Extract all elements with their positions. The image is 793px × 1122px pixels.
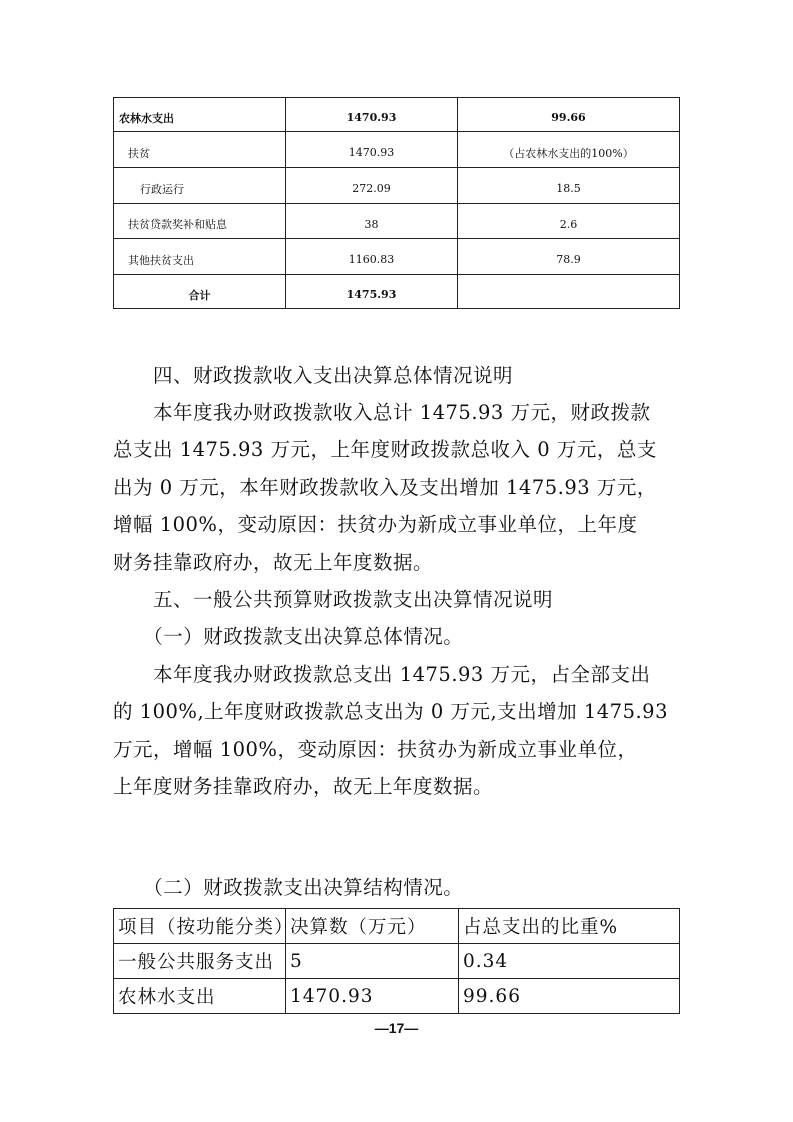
subsection-heading: （二）财政拨款支出决算结构情况。 (113, 876, 464, 899)
item-name: 行政运行 (114, 168, 286, 204)
item-share: 2.6 (458, 204, 680, 239)
item-name: 一般公共服务支出 (114, 944, 286, 979)
table-row (114, 168, 680, 204)
paragraph-line: 本年度我办财政拨款收入总计 1475.93 万元，财政拨款 (113, 401, 651, 424)
page-number: —17— (374, 1020, 419, 1036)
item-amount: 1160.83 (286, 239, 458, 275)
table-row (114, 239, 680, 275)
paragraph-line: 财务挂靠政府办，故无上年度数据。 (113, 551, 434, 574)
paragraph-line: 万元，增幅 100%，变动原因：扶贫办为新成立事业单位， (113, 738, 638, 761)
item-amount: 1470.93 (286, 98, 458, 132)
header-cell: 决算数（万元） (286, 909, 459, 944)
table-row (114, 98, 680, 132)
item-share: 99.66 (458, 98, 680, 132)
section-heading: 四、财政拨款收入支出决算总体情况说明 (113, 364, 514, 387)
item-name: 扶贫贷款奖补和贴息 (114, 204, 286, 239)
paragraph-line: 本年度我办财政拨款总支出 1475.93 万元，占全部支出 (113, 663, 651, 686)
table-row-total (114, 275, 680, 309)
paragraph-line: 总支出 1475.93 万元，上年度财政拨款总收入 0 万元，总支 (113, 438, 657, 461)
table-header-row (114, 909, 680, 944)
item-amount: 1475.93 (286, 275, 458, 309)
expenditure-structure-table (113, 908, 680, 1014)
paragraph-line: 上年度财务挂靠政府办，故无上年度数据。 (113, 775, 494, 798)
item-amount: 38 (286, 204, 458, 239)
header-cell: 占总支出的比重% (459, 909, 680, 944)
item-share: 0.34 (459, 944, 680, 979)
expenditure-detail-table (113, 97, 680, 309)
item-amount: 1470.93 (286, 979, 459, 1014)
item-share (458, 275, 680, 309)
paragraph-line: 出为 0 万元，本年财政拨款收入及支出增加 1475.93 万元， (113, 476, 657, 499)
item-amount: 1470.93 (286, 132, 458, 168)
item-share: 18.5 (458, 168, 680, 204)
item-name: 扶贫 (114, 132, 286, 168)
table-row (114, 204, 680, 239)
item-share: 99.66 (459, 979, 680, 1014)
item-share: （占农林水支出的100%） (458, 132, 680, 168)
section-heading: 五、一般公共预算财政拨款支出决算情况说明 (113, 588, 554, 611)
item-name: 合计 (114, 275, 286, 309)
paragraph-line: 增幅 100%，变动原因：扶贫办为新成立事业单位，上年度 (113, 513, 638, 536)
item-name: 农林水支出 (114, 98, 286, 132)
paragraph-line: 的 100%,上年度财政拨款总支出为 0 万元,支出增加 1475.93 (113, 700, 668, 723)
header-cell: 项目（按功能分类） (114, 909, 286, 944)
table-row (114, 979, 680, 1014)
item-amount: 272.09 (286, 168, 458, 204)
subsection-heading: （一）财政拨款支出决算总体情况。 (113, 625, 464, 648)
table-row (114, 944, 680, 979)
item-amount: 5 (286, 944, 459, 979)
item-name: 其他扶贫支出 (114, 239, 286, 275)
item-name: 农林水支出 (114, 979, 286, 1014)
table-row (114, 132, 680, 168)
item-share: 78.9 (458, 239, 680, 275)
